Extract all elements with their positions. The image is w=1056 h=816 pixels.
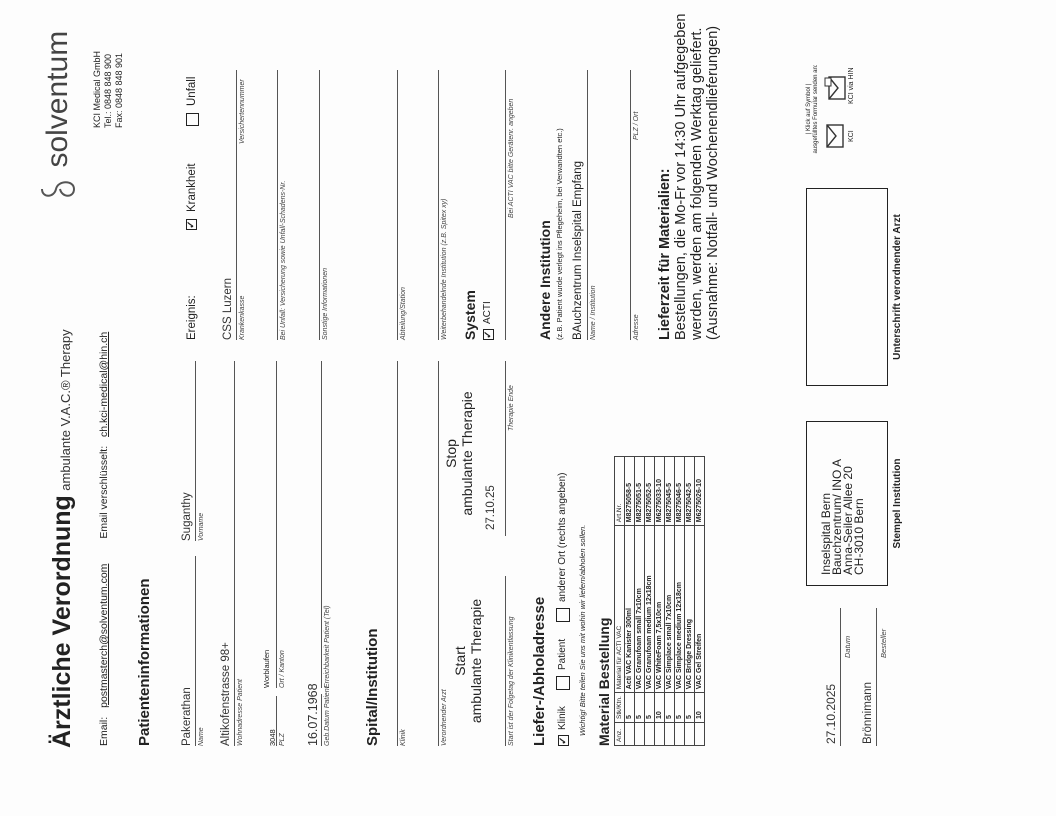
material-name-cell: VAC Simplace small 7x10cm (665, 526, 675, 693)
material-anz-cell[interactable] (695, 723, 705, 746)
insurer-label: Krankenkasse (239, 295, 246, 340)
delivery-time-line3: (Ausnahme: Notfall- und Wochenendlieferungen) (705, 25, 721, 340)
send-hin-label: KCI via HIN (848, 67, 855, 104)
material-row (665, 457, 675, 746)
send-hin-button[interactable] (824, 76, 851, 100)
material-name-cell: VAC Gel Streifen (695, 526, 705, 693)
material-row (645, 457, 655, 746)
event-krankheit-label: Krankheit (186, 163, 198, 212)
therapy-start-title: Start (452, 646, 468, 676)
company-fax: Fax: 0848 848 901 (114, 52, 124, 128)
event-unfall-label: Unfall (186, 76, 198, 106)
material-stk-cell: 10 (695, 693, 705, 723)
email-enc-label: Email verschlüsselt: (98, 445, 110, 539)
stamp-label: Stempel Institution (892, 458, 903, 549)
patient-address-value[interactable]: Altikofenstrasse 98+ (220, 642, 232, 746)
email-enc-link[interactable]: ch.kci-medical@hin.ch (98, 331, 110, 437)
delivery-patient-checkbox[interactable] (556, 676, 570, 690)
ward-label: Abteilung/Station (400, 287, 407, 340)
material-row (685, 457, 695, 746)
patient-address-label: Wohnadresse Patient (237, 679, 244, 746)
material-stk-cell: 5 (675, 693, 685, 723)
material-art-cell: M8275045-5 (665, 457, 675, 526)
system-acti-label: ACTI (482, 301, 493, 324)
email-label: Email: (98, 716, 110, 746)
material-row (675, 457, 685, 746)
other-plz-label: PLZ / Ort (633, 111, 640, 140)
brand-logo (38, 31, 78, 206)
material-stk-cell: 5 (635, 693, 645, 723)
material-anz-cell[interactable] (675, 723, 685, 746)
patient-phone-label: Erreichbarkeit Patient (Tel) (324, 605, 331, 688)
delivery-time-line2: werden, werden am folgenden Werktag geliefert. (689, 27, 705, 340)
system-acti-checkbox[interactable]: ✓ (483, 330, 494, 339)
material-anz-cell[interactable] (635, 723, 645, 746)
material-art-cell: M8275052-5 (645, 457, 655, 526)
further-treatment-label: Weiterbehandelnde Institution (z.B. Spitex xy) (441, 198, 448, 340)
system-note: Bei ACTI VAC bitte Gerätenr. angeben (508, 98, 515, 218)
material-row (635, 457, 645, 746)
other-institution-name-label: Name / Institution (590, 285, 597, 340)
send-kci-button[interactable] (826, 124, 849, 148)
insurance-number-label: Versichertennummer (239, 79, 246, 144)
material-stk-cell: 5 (625, 693, 635, 723)
company-name: KCI Medical GmbH (92, 50, 102, 128)
patient-plz-label: PLZ (279, 733, 286, 746)
delivery-time-line1: Bestellungen, die Mo-Fr vor 14:30 Uhr aufgegeben (673, 13, 689, 340)
stamp-line2: Bauchzentrum/ INO A (830, 458, 844, 575)
therapy-stop-label: Therapie Ende (508, 385, 515, 431)
company-tel: Tel.: 0848 848 900 (103, 53, 113, 128)
event-label: Ereignis: (186, 295, 198, 340)
email-line (98, 332, 110, 746)
material-art-cell: M8275042-5 (685, 457, 695, 526)
patient-plz-value[interactable]: 3048 (268, 729, 277, 746)
delivery-klinik-checkbox[interactable]: ✓ (558, 736, 569, 745)
material-name-cell: VAC Bridge Dressing (685, 526, 695, 693)
event-unfall-checkbox[interactable] (186, 113, 199, 126)
therapy-stop-subtitle: ambulante Therapie (459, 391, 475, 516)
material-section-title: Material Bestellung (596, 617, 612, 746)
send-kci-label: KCI (848, 130, 855, 142)
delivery-klinik-label: Klinik (557, 706, 568, 730)
send-hint-line1: | Klick auf Symbol | (806, 83, 812, 135)
patient-name-label: Name (198, 727, 205, 746)
material-table-wrap (614, 456, 705, 746)
orderer-value[interactable]: Brönnimann (862, 681, 874, 744)
patient-ort-label: Ort / Kanton (279, 650, 286, 688)
material-stk-cell: 5 (685, 693, 695, 723)
material-name-cell: VAC Granufoam small 7x10cm (635, 526, 645, 693)
material-row (625, 457, 635, 746)
material-row (655, 457, 665, 746)
stamp-line1: Inselspital Bern (819, 492, 833, 575)
material-name-cell: VAC WhiteFoam 7,5x10cm (655, 526, 665, 693)
delivery-section-title: Liefer-/Abholadresse (531, 596, 548, 746)
other-institution-hint: (z.B. Patient wurde verlegt ins Pflegeheim, bei Verwandten etc.) (555, 128, 564, 340)
material-name-cell: VAC Granufoam medium 12x18cm (645, 526, 655, 693)
signature-label: Unterschrift verordnender Arzt (892, 214, 903, 360)
send-hint-line2: ausgefülltes Formular senden an: (813, 64, 819, 154)
therapy-start (452, 576, 484, 746)
material-col-anz: Anz. (615, 723, 625, 746)
form-title-sub: ambulante V.A.C.® Therapy (58, 329, 73, 491)
material-col-name: Material für ACTI VAC (615, 526, 625, 693)
delivery-time-title: Lieferzeit für Materialien: (657, 168, 673, 340)
patient-vorname-label: Vorname (198, 512, 205, 541)
material-table (614, 456, 705, 746)
material-art-cell: M8275058-5 (625, 457, 635, 526)
date-value[interactable]: 27.10.2025 (824, 683, 838, 744)
clinic-label: Klinik (400, 729, 407, 746)
hospital-section-title: Spital/Institution (364, 628, 381, 746)
other-info-label: Sonstige Informationen (322, 268, 329, 340)
form-title (48, 329, 77, 748)
patient-section-title: Patienteninformationen (136, 578, 153, 746)
stamp-line3: Anna-Seiler Allee 20 (841, 466, 855, 575)
send-hint (806, 64, 820, 154)
material-anz-cell[interactable] (685, 723, 695, 746)
material-col-art: Art.Nr. (615, 457, 625, 526)
other-institution-title: Andere Institution (537, 220, 553, 340)
orderer-label: Besteller (879, 628, 888, 658)
insurer-value[interactable]: CSS Luzern (222, 277, 234, 340)
material-art-cell: M8275046-5 (675, 457, 685, 526)
patient-dob-value[interactable]: 16.07.1968 (306, 683, 320, 746)
patient-dob-label: Geb.Datum Patient (324, 686, 331, 746)
therapy-start-subtitle: ambulante Therapie (468, 598, 484, 724)
therapy-start-note: Start ist der Folgetag der Klinikentlassung (508, 616, 515, 746)
patient-ort-value[interactable]: Worblaufen (262, 649, 271, 688)
accident-insurance-label: Bei Unfall: Versicherung sowie Unfall-Schadens-Nr. (280, 180, 287, 340)
material-anz-cell[interactable] (655, 723, 665, 746)
material-stk-cell: 5 (665, 693, 675, 723)
solventum-logo-icon (38, 172, 78, 206)
material-anz-cell[interactable] (645, 723, 655, 746)
stamp-box (806, 421, 888, 586)
material-stk-cell: 5 (645, 693, 655, 723)
delivery-time-block (657, 14, 721, 340)
patient-vorname-value[interactable]: Suganthy (181, 492, 193, 541)
material-art-cell: M8275051-5 (635, 457, 645, 526)
event-krankheit-checkbox[interactable]: ✓ (186, 220, 197, 229)
brand-name: solventum (41, 30, 74, 168)
form-title-main: Ärztliche Verordnung (48, 495, 76, 748)
material-art-cell: M6275026-10 (695, 457, 705, 526)
doctor-label: Verordnender Arzt (441, 689, 448, 746)
envelope-lock-icon (824, 76, 846, 100)
therapy-stop (443, 361, 475, 546)
material-art-cell: M6275033-10 (655, 457, 665, 526)
therapy-stop-title: Stop (443, 439, 459, 468)
stamp-line4: CH-3010 Bern (852, 498, 866, 575)
material-name-cell: VAC Simplace medium 12x18cm (675, 526, 685, 693)
material-anz-cell[interactable] (665, 723, 675, 746)
material-stk-cell: 10 (655, 693, 665, 723)
material-anz-cell[interactable] (625, 723, 635, 746)
patient-name-value[interactable]: Pakerathan (181, 687, 193, 746)
email-link[interactable]: postmasterch@solventum.com (98, 563, 110, 708)
material-row (695, 457, 705, 746)
envelope-icon (826, 124, 844, 148)
signature-box[interactable] (806, 188, 888, 386)
delivery-other-label: anderer Ort (rechts angeben) (557, 472, 568, 602)
material-col-stk: Stk/Ktn. (615, 693, 625, 723)
company-info (92, 50, 125, 128)
date-label: Datum (843, 635, 852, 658)
other-address-label: Adresse (633, 314, 640, 340)
material-header-row (615, 457, 625, 746)
delivery-note: Wichtig! Bitte teilen Sie uns mit wohin wir liefern/abholen sollen. (578, 524, 587, 736)
other-institution-value[interactable]: BAuchzentrum Inselspital Empfang (572, 161, 584, 340)
system-title: System (462, 290, 478, 340)
therapy-stop-value[interactable]: 27.10.25 (485, 485, 497, 530)
delivery-patient-label: Patient (557, 638, 568, 670)
delivery-other-checkbox[interactable] (556, 608, 570, 622)
material-name-cell: Acti VAC Kanister 300ml (625, 526, 635, 693)
stamp-text (821, 459, 865, 575)
